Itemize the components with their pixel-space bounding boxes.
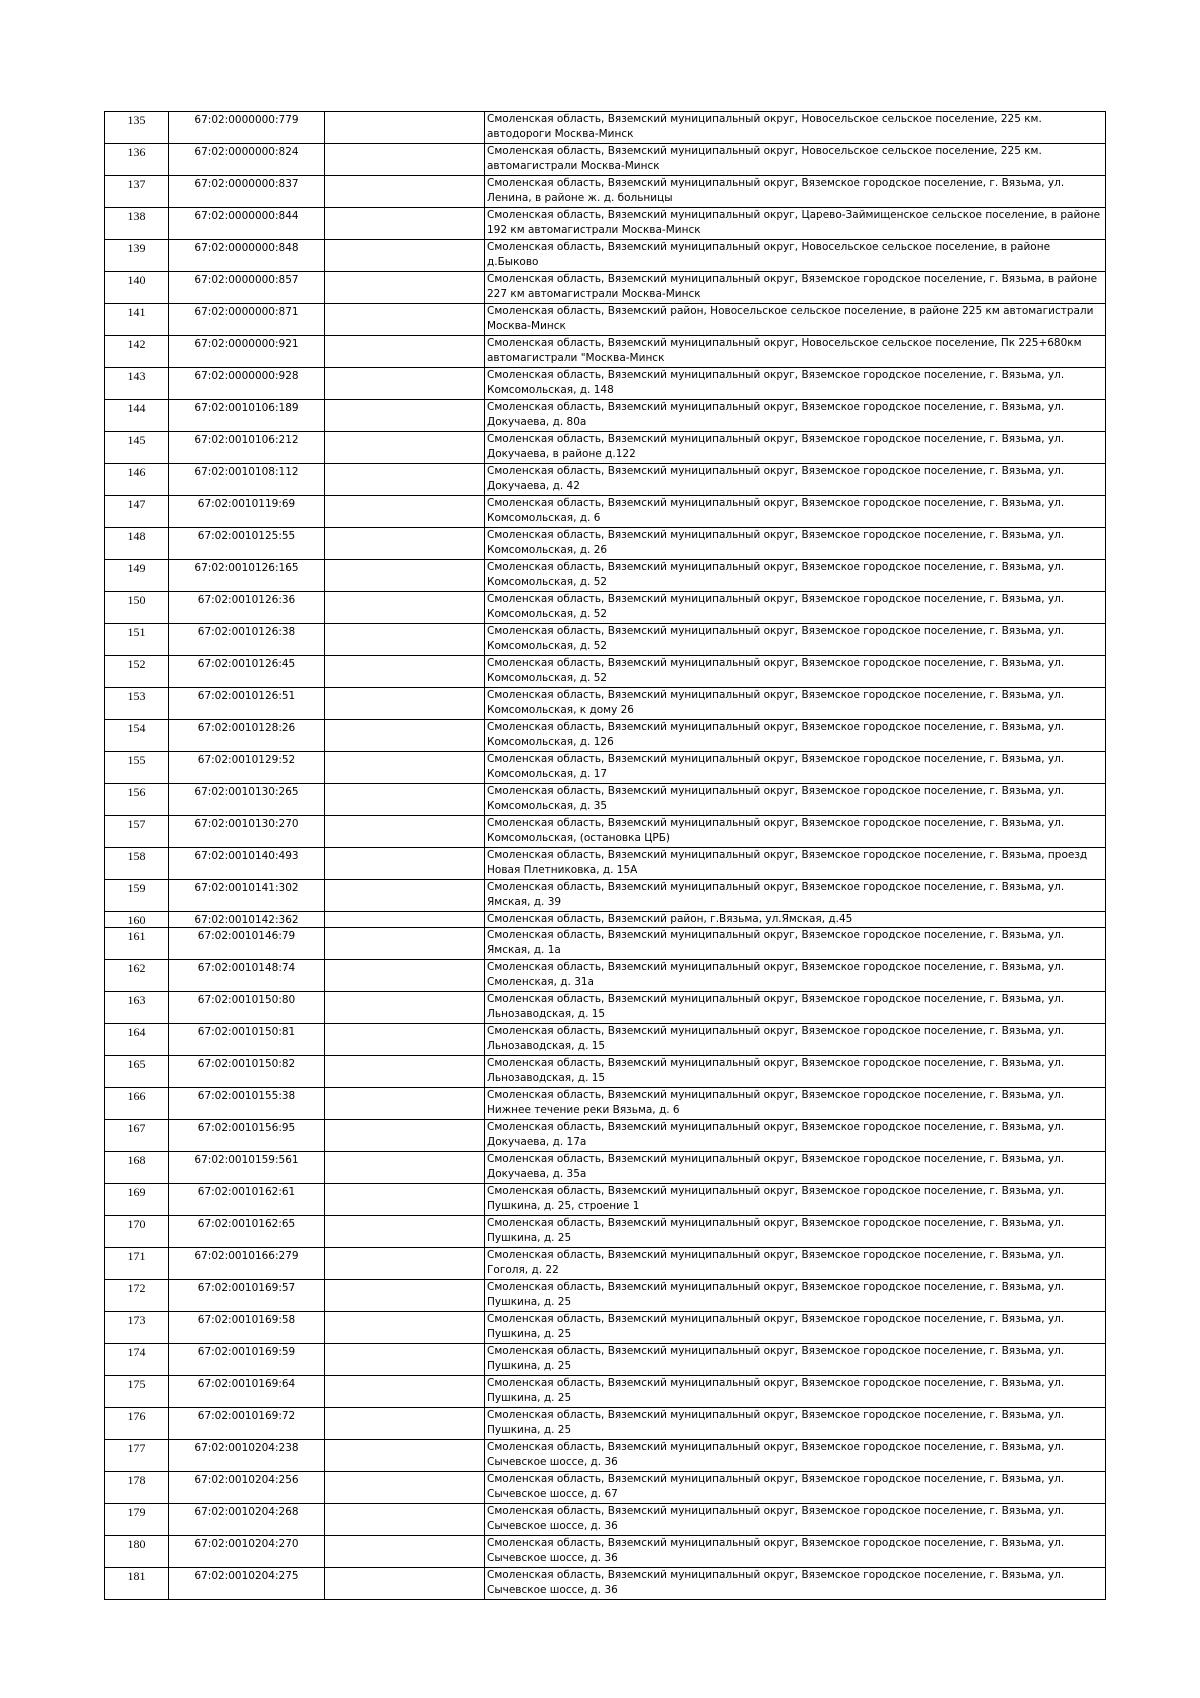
table-row <box>105 1184 1106 1216</box>
owner-cell <box>325 528 485 560</box>
owner-cell <box>325 1568 485 1600</box>
cadastral-number: 67:02:0000000:848 <box>169 240 325 272</box>
cadastral-number: 67:02:0010150:82 <box>169 1056 325 1088</box>
owner-cell <box>325 1504 485 1536</box>
owner-cell <box>325 1440 485 1472</box>
cadastral-number: 67:02:0000000:837 <box>169 176 325 208</box>
owner-cell <box>325 1088 485 1120</box>
owner-cell <box>325 1152 485 1184</box>
address-cell: Смоленская область, Вяземский муниципальный округ, Вяземское городское поселение, г. Вязьма, ул. Комсомольская, д. 17 <box>485 752 1106 784</box>
table-row <box>105 1280 1106 1312</box>
table-row <box>105 432 1106 464</box>
cadastral-number: 67:02:0010169:64 <box>169 1376 325 1408</box>
table-row <box>105 1440 1106 1472</box>
cadastral-number: 67:02:0010169:58 <box>169 1312 325 1344</box>
cadastral-number: 67:02:0010150:80 <box>169 992 325 1024</box>
table-row <box>105 1152 1106 1184</box>
cadastral-number: 67:02:0010130:270 <box>169 816 325 848</box>
table-row <box>105 1024 1106 1056</box>
address-cell: Смоленская область, Вяземский муниципальный округ, Вяземское городское поселение, г. Вязьма, ул. Сычевское шоссе, д. 36 <box>485 1568 1106 1600</box>
table-row <box>105 1344 1106 1376</box>
cadastral-number: 67:02:0010141:302 <box>169 880 325 912</box>
owner-cell <box>325 208 485 240</box>
address-cell: Смоленская область, Вяземский муниципальный округ, Вяземское городское поселение, г. Вязьма, ул. Льнозаводская, д. 15 <box>485 1056 1106 1088</box>
row-number: 154 <box>105 720 169 752</box>
owner-cell <box>325 848 485 880</box>
cadastral-number: 67:02:0010106:189 <box>169 400 325 432</box>
address-cell: Смоленская область, Вяземский муниципальный округ, Вяземское городское поселение, г. Вязьма, ул. Пушкина, д. 25 <box>485 1216 1106 1248</box>
row-number: 173 <box>105 1312 169 1344</box>
owner-cell <box>325 1472 485 1504</box>
owner-cell <box>325 752 485 784</box>
table-row <box>105 592 1106 624</box>
row-number: 176 <box>105 1408 169 1440</box>
cadastral-number: 67:02:0010108:112 <box>169 464 325 496</box>
cadastral-number: 67:02:0010125:55 <box>169 528 325 560</box>
row-number: 169 <box>105 1184 169 1216</box>
owner-cell <box>325 880 485 912</box>
table-row <box>105 624 1106 656</box>
owner-cell <box>325 272 485 304</box>
row-number: 159 <box>105 880 169 912</box>
table-row <box>105 1312 1106 1344</box>
address-cell: Смоленская область, Вяземский муниципальный округ, Вяземское городское поселение, г. Вязьма, ул. Докучаева, в районе д.122 <box>485 432 1106 464</box>
address-cell: Смоленская область, Вяземский муниципальный округ, Вяземское городское поселение, г. Вязьма, ул. Докучаева, д. 35а <box>485 1152 1106 1184</box>
table-row <box>105 1056 1106 1088</box>
row-number: 175 <box>105 1376 169 1408</box>
table-row <box>105 208 1106 240</box>
address-cell: Смоленская область, Вяземский муниципальный округ, Вяземское городское поселение, г. Вязьма, ул. Льнозаводская, д. 15 <box>485 1024 1106 1056</box>
table-row <box>105 1088 1106 1120</box>
table-row <box>105 656 1106 688</box>
table-row <box>105 752 1106 784</box>
address-cell: Смоленская область, Вяземский муниципальный округ, Новосельское сельское поселение, 225 км. автомагистрали Москва-Минск <box>485 144 1106 176</box>
owner-cell <box>325 720 485 752</box>
owner-cell <box>325 336 485 368</box>
address-cell: Смоленская область, Вяземский муниципальный округ, Новосельское сельское поселение, Пк 225+680км автомагистрали "Москва-Минск <box>485 336 1106 368</box>
cadastral-number: 67:02:0010166:279 <box>169 1248 325 1280</box>
cadastral-table-body <box>105 112 1106 1600</box>
row-number: 165 <box>105 1056 169 1088</box>
owner-cell <box>325 1216 485 1248</box>
table-row <box>105 176 1106 208</box>
address-cell: Смоленская область, Вяземский муниципальный округ, Вяземское городское поселение, г. Вязьма, ул. Гоголя, д. 22 <box>485 1248 1106 1280</box>
table-row <box>105 720 1106 752</box>
cadastral-number: 67:02:0010204:256 <box>169 1472 325 1504</box>
address-cell: Смоленская область, Вяземский муниципальный округ, Вяземское городское поселение, г. Вязьма, ул. Комсомольская, д. 6 <box>485 496 1106 528</box>
address-cell: Смоленская область, Вяземский муниципальный округ, Вяземское городское поселение, г. Вязьма, ул. Комсомольская, д. 148 <box>485 368 1106 400</box>
cadastral-number: 67:02:0010126:38 <box>169 624 325 656</box>
table-row <box>105 336 1106 368</box>
address-cell: Смоленская область, Вяземский муниципальный округ, Вяземское городское поселение, г. Вязьма, ул. Комсомольская, д. 26 <box>485 528 1106 560</box>
row-number: 168 <box>105 1152 169 1184</box>
address-cell: Смоленская область, Вяземский муниципальный округ, Вяземское городское поселение, г. Вязьма, проезд Новая Плетниковка, д. 15А <box>485 848 1106 880</box>
address-cell: Смоленская область, Вяземский муниципальный округ, Вяземское городское поселение, г. Вязьма, ул. Нижнее течение реки Вязьма, д. 6 <box>485 1088 1106 1120</box>
address-cell: Смоленская область, Вяземский муниципальный округ, Вяземское городское поселение, г. Вязьма, ул. Сычевское шоссе, д. 36 <box>485 1536 1106 1568</box>
table-row <box>105 1216 1106 1248</box>
table-row <box>105 816 1106 848</box>
cadastral-number: 67:02:0010204:238 <box>169 1440 325 1472</box>
cadastral-number: 67:02:0010129:52 <box>169 752 325 784</box>
row-number: 140 <box>105 272 169 304</box>
table-row <box>105 304 1106 336</box>
owner-cell <box>325 912 485 928</box>
row-number: 181 <box>105 1568 169 1600</box>
cadastral-number: 67:02:0010150:81 <box>169 1024 325 1056</box>
owner-cell <box>325 1536 485 1568</box>
owner-cell <box>325 1120 485 1152</box>
cadastral-number: 67:02:0010126:36 <box>169 592 325 624</box>
address-cell: Смоленская область, Вяземский муниципальный округ, Вяземское городское поселение, г. Вязьма, ул. Докучаева, д. 80а <box>485 400 1106 432</box>
owner-cell <box>325 496 485 528</box>
table-row <box>105 1536 1106 1568</box>
cadastral-number: 67:02:0000000:928 <box>169 368 325 400</box>
table-row <box>105 880 1106 912</box>
owner-cell <box>325 624 485 656</box>
row-number: 153 <box>105 688 169 720</box>
owner-cell <box>325 1184 485 1216</box>
row-number: 151 <box>105 624 169 656</box>
row-number: 157 <box>105 816 169 848</box>
address-cell: Смоленская область, Вяземский муниципальный округ, Вяземское городское поселение, г. Вязьма, ул. Пушкина, д. 25 <box>485 1376 1106 1408</box>
address-cell: Смоленская область, Вяземский муниципальный округ, Вяземское городское поселение, г. Вязьма, ул. Сычевское шоссе, д. 36 <box>485 1504 1106 1536</box>
table-row <box>105 1408 1106 1440</box>
owner-cell <box>325 656 485 688</box>
cadastral-number: 67:02:0010204:275 <box>169 1568 325 1600</box>
table-row <box>105 992 1106 1024</box>
row-number: 161 <box>105 928 169 960</box>
address-cell: Смоленская область, Вяземский муниципальный округ, Царево-Займищенское сельское поселение, в районе 192 км автомагистрали Москва-Минск <box>485 208 1106 240</box>
owner-cell <box>325 1312 485 1344</box>
address-cell: Смоленская область, Вяземский муниципальный округ, Новосельское сельское поселение, в районе д.Быково <box>485 240 1106 272</box>
table-row <box>105 1248 1106 1280</box>
table-row <box>105 1472 1106 1504</box>
address-cell: Смоленская область, Вяземский муниципальный округ, Вяземское городское поселение, г. Вязьма, ул. Комсомольская, д. 52 <box>485 592 1106 624</box>
row-number: 164 <box>105 1024 169 1056</box>
row-number: 166 <box>105 1088 169 1120</box>
table-row <box>105 1120 1106 1152</box>
row-number: 179 <box>105 1504 169 1536</box>
cadastral-number: 67:02:0010142:362 <box>169 912 325 928</box>
row-number: 141 <box>105 304 169 336</box>
row-number: 160 <box>105 912 169 928</box>
table-row <box>105 1376 1106 1408</box>
table-row <box>105 368 1106 400</box>
row-number: 150 <box>105 592 169 624</box>
table-row <box>105 144 1106 176</box>
table-row <box>105 784 1106 816</box>
owner-cell <box>325 1024 485 1056</box>
table-row <box>105 688 1106 720</box>
row-number: 137 <box>105 176 169 208</box>
owner-cell <box>325 1280 485 1312</box>
cadastral-number: 67:02:0010140:493 <box>169 848 325 880</box>
table-row <box>105 400 1106 432</box>
cadastral-number: 67:02:0010148:74 <box>169 960 325 992</box>
row-number: 174 <box>105 1344 169 1376</box>
row-number: 149 <box>105 560 169 592</box>
table-row <box>105 1568 1106 1600</box>
address-cell: Смоленская область, Вяземский муниципальный округ, Вяземское городское поселение, г. Вязьма, ул. Пушкина, д. 25, строение 1 <box>485 1184 1106 1216</box>
address-cell: Смоленская область, Вяземский муниципальный округ, Вяземское городское поселение, г. Вязьма, ул. Ленина, в районе ж. д. больницы <box>485 176 1106 208</box>
table-row <box>105 112 1106 144</box>
address-cell: Смоленская область, Вяземский муниципальный округ, Вяземское городское поселение, г. Вязьма, ул. Докучаева, д. 17а <box>485 1120 1106 1152</box>
address-cell: Смоленская область, Вяземский муниципальный округ, Вяземское городское поселение, г. Вязьма, ул. Сычевское шоссе, д. 67 <box>485 1472 1106 1504</box>
cadastral-number: 67:02:0010204:270 <box>169 1536 325 1568</box>
owner-cell <box>325 240 485 272</box>
address-cell: Смоленская область, Вяземский муниципальный округ, Вяземское городское поселение, г. Вязьма, ул. Пушкина, д. 25 <box>485 1280 1106 1312</box>
row-number: 135 <box>105 112 169 144</box>
owner-cell <box>325 1408 485 1440</box>
cadastral-number: 67:02:0010156:95 <box>169 1120 325 1152</box>
owner-cell <box>325 368 485 400</box>
cadastral-number: 67:02:0010169:59 <box>169 1344 325 1376</box>
cadastral-number: 67:02:0010126:165 <box>169 560 325 592</box>
cadastral-number: 67:02:0010169:72 <box>169 1408 325 1440</box>
cadastral-number: 67:02:0010162:65 <box>169 1216 325 1248</box>
row-number: 139 <box>105 240 169 272</box>
address-cell: Смоленская область, Вяземский муниципальный округ, Вяземское городское поселение, г. Вязьма, в районе 227 км автомагистрали Москва-Минск <box>485 272 1106 304</box>
owner-cell <box>325 688 485 720</box>
owner-cell <box>325 1344 485 1376</box>
address-cell: Смоленская область, Вяземский муниципальный округ, Вяземское городское поселение, г. Вязьма, ул. Пушкина, д. 25 <box>485 1408 1106 1440</box>
owner-cell <box>325 592 485 624</box>
owner-cell <box>325 144 485 176</box>
address-cell: Смоленская область, Вяземский муниципальный округ, Вяземское городское поселение, г. Вязьма, ул. Ямская, д. 39 <box>485 880 1106 912</box>
table-row <box>105 496 1106 528</box>
address-cell: Смоленская область, Вяземский район, Новосельское сельское поселение, в районе 225 км автомагистрали Москва-Минск <box>485 304 1106 336</box>
cadastral-number: 67:02:0000000:824 <box>169 144 325 176</box>
cadastral-number: 67:02:0010126:51 <box>169 688 325 720</box>
cadastral-number: 67:02:0010162:61 <box>169 1184 325 1216</box>
address-cell: Смоленская область, Вяземский муниципальный округ, Вяземское городское поселение, г. Вязьма, ул. Пушкина, д. 25 <box>485 1344 1106 1376</box>
owner-cell <box>325 992 485 1024</box>
address-cell: Смоленская область, Вяземский муниципальный округ, Вяземское городское поселение, г. Вязьма, ул. Комсомольская, д. 52 <box>485 560 1106 592</box>
table-row <box>105 848 1106 880</box>
owner-cell <box>325 928 485 960</box>
row-number: 152 <box>105 656 169 688</box>
table-row <box>105 1504 1106 1536</box>
owner-cell <box>325 560 485 592</box>
table-row <box>105 560 1106 592</box>
owner-cell <box>325 1248 485 1280</box>
row-number: 158 <box>105 848 169 880</box>
cadastral-number: 67:02:0010146:79 <box>169 928 325 960</box>
owner-cell <box>325 960 485 992</box>
row-number: 138 <box>105 208 169 240</box>
row-number: 163 <box>105 992 169 1024</box>
cadastral-table <box>104 111 1106 1600</box>
owner-cell <box>325 1056 485 1088</box>
cadastral-number: 67:02:0000000:871 <box>169 304 325 336</box>
owner-cell <box>325 304 485 336</box>
owner-cell <box>325 784 485 816</box>
owner-cell <box>325 464 485 496</box>
row-number: 178 <box>105 1472 169 1504</box>
cadastral-number: 67:02:0010130:265 <box>169 784 325 816</box>
cadastral-number: 67:02:0000000:857 <box>169 272 325 304</box>
table-row <box>105 528 1106 560</box>
address-cell: Смоленская область, Вяземский муниципальный округ, Вяземское городское поселение, г. Вязьма, ул. Комсомольская, д. 35 <box>485 784 1106 816</box>
address-cell: Смоленская область, Вяземский муниципальный округ, Новосельское сельское поселение, 225 км. автодороги Москва-Минск <box>485 112 1106 144</box>
owner-cell <box>325 400 485 432</box>
cadastral-number: 67:02:0010155:38 <box>169 1088 325 1120</box>
owner-cell <box>325 432 485 464</box>
row-number: 143 <box>105 368 169 400</box>
row-number: 155 <box>105 752 169 784</box>
cadastral-number: 67:02:0000000:779 <box>169 112 325 144</box>
address-cell: Смоленская область, Вяземский муниципальный округ, Вяземское городское поселение, г. Вязьма, ул. Комсомольская, (остановка ЦРБ) <box>485 816 1106 848</box>
address-cell: Смоленская область, Вяземский муниципальный округ, Вяземское городское поселение, г. Вязьма, ул. Льнозаводская, д. 15 <box>485 992 1106 1024</box>
cadastral-number: 67:02:0010204:268 <box>169 1504 325 1536</box>
address-cell: Смоленская область, Вяземский муниципальный округ, Вяземское городское поселение, г. Вязьма, ул. Смоленская, д. 31а <box>485 960 1106 992</box>
table-row <box>105 272 1106 304</box>
row-number: 144 <box>105 400 169 432</box>
address-cell: Смоленская область, Вяземский муниципальный округ, Вяземское городское поселение, г. Вязьма, ул. Комсомольская, д. 52 <box>485 624 1106 656</box>
row-number: 136 <box>105 144 169 176</box>
address-cell: Смоленская область, Вяземский муниципальный округ, Вяземское городское поселение, г. Вязьма, ул. Докучаева, д. 42 <box>485 464 1106 496</box>
table-row <box>105 464 1106 496</box>
row-number: 148 <box>105 528 169 560</box>
row-number: 180 <box>105 1536 169 1568</box>
row-number: 172 <box>105 1280 169 1312</box>
row-number: 142 <box>105 336 169 368</box>
cadastral-number: 67:02:0000000:921 <box>169 336 325 368</box>
cadastral-number: 67:02:0010169:57 <box>169 1280 325 1312</box>
row-number: 146 <box>105 464 169 496</box>
owner-cell <box>325 176 485 208</box>
row-number: 167 <box>105 1120 169 1152</box>
table-row <box>105 928 1106 960</box>
address-cell: Смоленская область, Вяземский муниципальный округ, Вяземское городское поселение, г. Вязьма, ул. Ямская, д. 1а <box>485 928 1106 960</box>
address-cell: Смоленская область, Вяземский муниципальный округ, Вяземское городское поселение, г. Вязьма, ул. Комсомольская, д. 52 <box>485 656 1106 688</box>
row-number: 170 <box>105 1216 169 1248</box>
table-row <box>105 960 1106 992</box>
owner-cell <box>325 1376 485 1408</box>
row-number: 147 <box>105 496 169 528</box>
cadastral-number: 67:02:0010159:561 <box>169 1152 325 1184</box>
row-number: 162 <box>105 960 169 992</box>
cadastral-number: 67:02:0010119:69 <box>169 496 325 528</box>
cadastral-number: 67:02:0010106:212 <box>169 432 325 464</box>
cadastral-number: 67:02:0010128:26 <box>169 720 325 752</box>
cadastral-number: 67:02:0010126:45 <box>169 656 325 688</box>
row-number: 177 <box>105 1440 169 1472</box>
address-cell: Смоленская область, Вяземский муниципальный округ, Вяземское городское поселение, г. Вязьма, ул. Пушкина, д. 25 <box>485 1312 1106 1344</box>
cadastral-number: 67:02:0000000:844 <box>169 208 325 240</box>
address-cell: Смоленская область, Вяземский район, г.Вязьма, ул.Ямская, д.45 <box>485 912 1106 928</box>
row-number: 171 <box>105 1248 169 1280</box>
row-number: 145 <box>105 432 169 464</box>
owner-cell <box>325 112 485 144</box>
address-cell: Смоленская область, Вяземский муниципальный округ, Вяземское городское поселение, г. Вязьма, ул. Сычевское шоссе, д. 36 <box>485 1440 1106 1472</box>
owner-cell <box>325 816 485 848</box>
table-row <box>105 912 1106 928</box>
address-cell: Смоленская область, Вяземский муниципальный округ, Вяземское городское поселение, г. Вязьма, ул. Комсомольская, д. 126 <box>485 720 1106 752</box>
row-number: 156 <box>105 784 169 816</box>
table-row <box>105 240 1106 272</box>
address-cell: Смоленская область, Вяземский муниципальный округ, Вяземское городское поселение, г. Вязьма, ул. Комсомольская, к дому 26 <box>485 688 1106 720</box>
